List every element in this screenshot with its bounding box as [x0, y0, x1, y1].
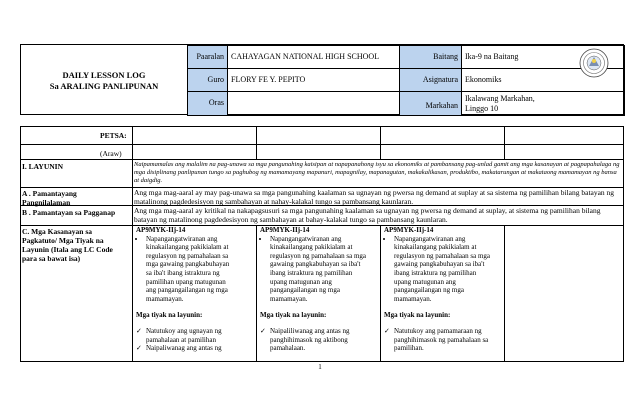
tiyak-na-layunin-label: Mga tiyak na layunin: — [136, 311, 203, 320]
competency-line: mga gawaing pangkabuhayan — [146, 260, 230, 269]
document-title — [21, 45, 187, 116]
grid-line — [256, 226, 257, 362]
grid-line — [132, 126, 133, 362]
competency-bullet-list — [384, 235, 508, 304]
paganap-row — [20, 206, 624, 226]
check-list — [136, 327, 256, 353]
competency-bullet — [394, 235, 508, 304]
competency-line: mamamayan. — [394, 294, 432, 303]
lc-code: AP9MYK-IIj-14 — [260, 226, 310, 234]
kasanayan-label-line-2: Pagkatuto/ Mga Tiyak na — [22, 236, 104, 245]
lc-code: AP9MYK-IIj-14 — [136, 226, 186, 234]
check-list — [260, 327, 384, 353]
pamantayang-row — [20, 188, 624, 206]
check-item-text: Naipaliwanag ang antas ng — [146, 344, 222, 353]
competency-bullet-list — [136, 235, 256, 304]
competency-bullet-list — [260, 235, 384, 304]
competency-line: pangangailangan ng mga — [394, 286, 464, 295]
check-item — [270, 327, 384, 353]
check-item — [394, 327, 508, 353]
pamantayang-label-line-1: A . Pamantayang — [22, 189, 77, 198]
competency-line: kinakailangang pakikialam at — [146, 243, 229, 252]
competency-line: ang pangangailangan ng mga — [146, 286, 228, 295]
kasanayan-label-line-4: para sa bawat isa) — [22, 254, 81, 263]
competency-line: regulasyon ng pamahalaan sa — [146, 251, 229, 260]
oras-label: Oras — [187, 91, 228, 116]
baitang-value: Ika-9 na Baitang — [461, 45, 625, 69]
deped-seal-icon — [579, 48, 609, 78]
competency-line: Napangangatwiranan ang — [394, 234, 466, 243]
page-number: 1 — [318, 363, 322, 371]
paganap-label: B . Pamantayan sa Pagganap — [22, 208, 116, 217]
kasanayan-column-3 — [384, 226, 508, 353]
tiyak-na-layunin-label: Mga tiyak na layunin: — [384, 311, 451, 320]
kasanayan-label — [22, 227, 132, 263]
competency-line: pamilihan upang matugunan — [146, 277, 226, 286]
competency-line: kinakailangang pakikialam at — [394, 243, 477, 252]
grid-line — [504, 226, 505, 362]
competency-line: mamamayan. — [270, 294, 308, 303]
markahan-label: Markahan — [399, 91, 462, 116]
grid-line — [380, 226, 381, 362]
araw-label: (Araw) — [100, 149, 122, 158]
layunin-label: I. LAYUNIN — [22, 162, 63, 171]
competency-line: upang matugunan ang — [394, 277, 456, 286]
check-list — [384, 327, 508, 353]
asignatura-value: Ekonomiks — [461, 68, 625, 92]
grid-line — [380, 126, 381, 160]
check-item — [146, 344, 256, 353]
pamantayang-text: Ang mga mag-aaral ay may pag-unawa sa mga pangunahing kaalaman sa ugnayan ng pwersa ng demand at suplay at sa sistema ng pamilihan bilang batayan ng matalinong pagdedesisyon ng sambahayan at nahay-kalakal tungo sa pambansang kaunlaran. — [134, 188, 615, 206]
competency-bullet — [146, 235, 256, 304]
competency-line: gawaing pangkabuhayan sa iba't — [270, 260, 361, 269]
pamantayang-label — [22, 189, 132, 207]
kasanayan-label-line-3: Layunin (Itala ang LC Code — [22, 245, 113, 254]
lesson-table — [20, 126, 624, 362]
asignatura-label: Asignatura — [399, 68, 462, 92]
grid-line — [256, 126, 257, 160]
title-line-2: Sa ARALING PANLIPUNAN — [49, 80, 159, 91]
competency-line: kinakailangang pakikialam at — [270, 243, 353, 252]
paaralan-value: CAHAYAGAN NATIONAL HIGH SCHOOL — [227, 45, 400, 69]
lc-code: AP9MYK-IIj-14 — [384, 226, 434, 234]
paganap-text: Ang mga mag-aaral ay kritikal na nakapagsusuri sa mga pangunahing kaalaman sa ugnayan ng pwersa ng demand at suplay, at sistema ng pamilihan bilang batayan ng matalinong pagdedesisyon ng sambahayan at bahay-kalakal tungo sa pambansang kaunlaran. — [134, 206, 601, 224]
guro-value: FLORY FE Y. PEPITO — [227, 68, 400, 92]
competency-line: mamamayan. — [146, 294, 184, 303]
grid-line — [504, 126, 505, 160]
layunin-text: Naipamamalas ang malalim na pag-unawa sa mga pangunahing kaisipan at napapanahong isyu sa ekonomiks at pambansang pag-unlad gamit ang mga kasanayan at pagpapahalaga ng mga disiplinang panlipunan tungo sa paghubog ng mamamayang mapanuri, mapagnilay, mapanagutan, makakalikasan, produktibo, makatarungan at makataong mamamayan ng bansa at daigdig. — [134, 161, 620, 184]
layunin-row — [20, 160, 624, 188]
competency-line: ibang istraktura ng pamilihan — [394, 268, 477, 277]
kasanayan-label-line-1: C. Mga Kasanayan sa — [22, 227, 93, 236]
oras-value — [227, 91, 400, 116]
check-item-text: Natutukoy ang ugnayan ng pamahalaan at pamilihan — [146, 326, 222, 344]
baitang-label: Baitang — [399, 45, 462, 69]
guro-label: Guro — [187, 68, 228, 92]
check-item-text: Natutukoy ang pamamaraan ng panghihimasok ng pamahalaan sa pamilihan. — [394, 326, 489, 353]
markahan-line-1: Ikalawang Markahan, — [465, 94, 535, 103]
competency-line: ibang istraktura ng pamilihan — [270, 268, 353, 277]
title-line-1: DAILY LESSON LOG — [62, 69, 146, 80]
araw-row — [20, 145, 624, 160]
competency-line: Napangangatwiranan ang — [270, 234, 342, 243]
competency-line: pangangailangan ng mga — [270, 286, 340, 295]
kasanayan-column-1 — [136, 226, 256, 353]
petsa-label: PETSA: — [100, 131, 127, 140]
kasanayan-row — [20, 226, 624, 362]
paaralan-label: Paaralan — [187, 45, 228, 69]
competency-line: regulasyon ng pamahalaan sa mga — [270, 251, 367, 260]
check-item — [146, 327, 256, 344]
markahan-line-2: Linggo 10 — [465, 104, 499, 113]
competency-line: gawaing pangkabuhayan sa iba't — [394, 260, 485, 269]
markahan-value — [461, 91, 625, 116]
check-item-text: Naipaliliwanag ang antas ng panghihimasok ng aktibong pamahalaan. — [270, 326, 350, 353]
competency-line: upang matugunan ang — [270, 277, 332, 286]
kasanayan-column-2 — [260, 226, 384, 353]
pamantayang-label-line-2: Pangnilalaman — [22, 198, 71, 207]
tiyak-na-layunin-label: Mga tiyak na layunin: — [260, 311, 327, 320]
competency-line: regulasyon ng pamahalaan sa mga — [394, 251, 491, 260]
competency-bullet — [270, 235, 384, 304]
header-table — [20, 44, 624, 115]
petsa-row — [20, 126, 624, 145]
competency-line: sa iba't ibang istraktura ng — [146, 268, 220, 277]
competency-line: Napangangatwiranan ang — [146, 234, 218, 243]
